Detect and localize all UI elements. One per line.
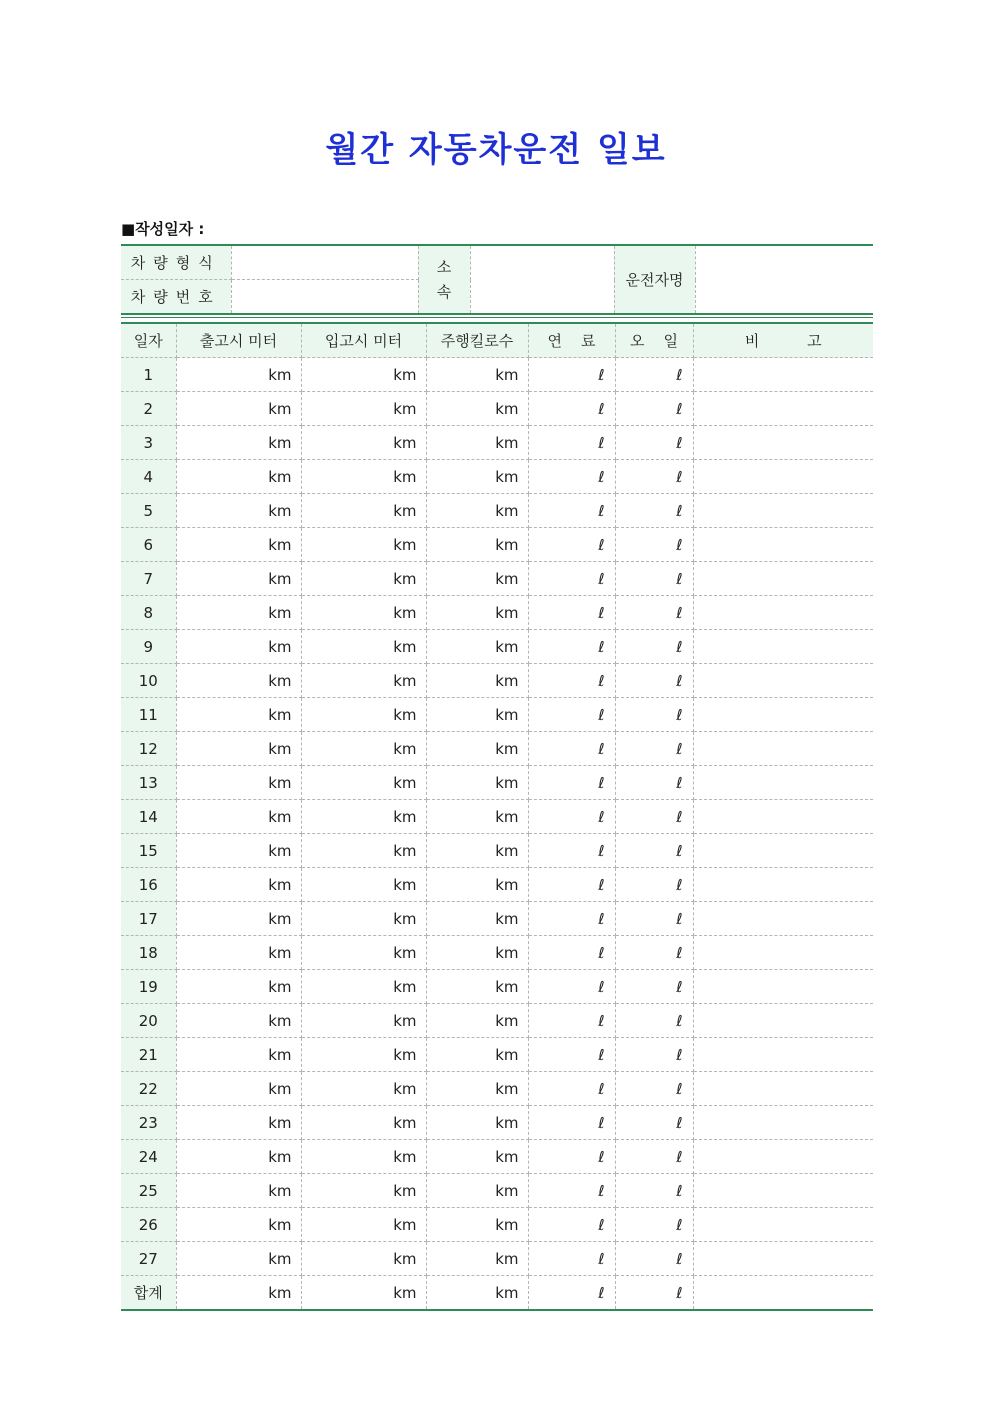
remarks-cell[interactable] [693,868,873,902]
table-row [121,834,873,868]
table-row [121,698,873,732]
return-meter-cell[interactable]: km [301,732,426,766]
table-row [121,562,873,596]
vehicle-info-table [121,244,873,315]
remarks-cell[interactable] [693,1276,873,1311]
table-row [121,936,873,970]
remarks-cell[interactable] [693,426,873,460]
remarks-cell[interactable] [693,902,873,936]
departure-meter-cell[interactable]: km [176,800,301,834]
remarks-cell[interactable] [693,834,873,868]
return-meter-cell[interactable]: km [301,664,426,698]
fuel-cell[interactable]: ℓ [528,630,615,664]
fuel-cell[interactable]: ℓ [528,528,615,562]
day-cell: 16 [121,868,176,902]
fuel-cell[interactable]: ℓ [528,596,615,630]
table-row [121,1140,873,1174]
oil-cell[interactable]: ℓ [615,460,693,494]
table-row [121,766,873,800]
fuel-cell[interactable]: ℓ [528,494,615,528]
table-row [121,1208,873,1242]
distance-cell[interactable]: km [426,1106,528,1140]
oil-cell[interactable]: ℓ [615,1106,693,1140]
table-row [121,1004,873,1038]
distance-cell[interactable]: km [426,1242,528,1276]
day-cell: 19 [121,970,176,1004]
oil-cell[interactable]: ℓ [615,1004,693,1038]
table-row [121,664,873,698]
departure-meter-cell[interactable]: km [176,562,301,596]
fuel-cell[interactable]: ℓ [528,392,615,426]
return-meter-cell[interactable]: km [301,1140,426,1174]
section-divider [121,317,873,318]
oil-cell[interactable]: ℓ [615,1038,693,1072]
return-meter-cell[interactable]: km [301,1242,426,1276]
remarks-cell[interactable] [693,1174,873,1208]
table-row [121,596,873,630]
table-row [121,528,873,562]
table-row [121,1072,873,1106]
departure-meter-cell[interactable]: km [176,630,301,664]
day-cell: 6 [121,528,176,562]
column-header-distance: 주행킬로수 [426,323,528,358]
remarks-cell[interactable] [693,732,873,766]
day-cell: 15 [121,834,176,868]
departure-meter-cell[interactable]: km [176,698,301,732]
day-cell: 11 [121,698,176,732]
vehicle-number-label: 차량번호 [121,280,231,315]
departure-meter-cell[interactable]: km [176,902,301,936]
distance-cell[interactable]: km [426,1208,528,1242]
distance-cell[interactable]: km [426,698,528,732]
day-cell: 10 [121,664,176,698]
distance-cell[interactable]: km [426,426,528,460]
creation-date-label: ■작성일자 : [121,220,205,238]
day-cell: 합계 [121,1276,176,1311]
departure-meter-cell[interactable]: km [176,936,301,970]
return-meter-cell[interactable]: km [301,1004,426,1038]
remarks-cell[interactable] [693,528,873,562]
oil-cell[interactable]: ℓ [615,1242,693,1276]
remarks-cell[interactable] [693,460,873,494]
remarks-cell[interactable] [693,494,873,528]
fuel-cell[interactable]: ℓ [528,1004,615,1038]
distance-cell[interactable]: km [426,596,528,630]
departure-meter-cell[interactable]: km [176,460,301,494]
oil-cell[interactable]: ℓ [615,528,693,562]
day-cell: 14 [121,800,176,834]
oil-cell[interactable]: ℓ [615,358,693,392]
fuel-cell[interactable]: ℓ [528,936,615,970]
vehicle-type-label: 차량형식 [121,245,231,280]
oil-cell[interactable]: ℓ [615,1072,693,1106]
oil-cell[interactable]: ℓ [615,868,693,902]
table-row [121,494,873,528]
affiliation-field[interactable] [470,245,614,314]
daily-log-table [121,322,873,1311]
affiliation-label [418,245,470,314]
return-meter-cell[interactable]: km [301,1174,426,1208]
distance-cell[interactable]: km [426,936,528,970]
oil-cell[interactable]: ℓ [615,902,693,936]
return-meter-cell[interactable]: km [301,426,426,460]
departure-meter-cell[interactable]: km [176,1140,301,1174]
distance-cell[interactable]: km [426,766,528,800]
remarks-cell[interactable] [693,1242,873,1276]
distance-cell[interactable]: km [426,1072,528,1106]
return-meter-cell[interactable]: km [301,358,426,392]
departure-meter-cell[interactable]: km [176,834,301,868]
day-cell: 24 [121,1140,176,1174]
fuel-cell[interactable]: ℓ [528,1140,615,1174]
departure-meter-cell[interactable]: km [176,868,301,902]
oil-cell[interactable]: ℓ [615,562,693,596]
table-row [121,902,873,936]
affiliation-label-line1: 소 [436,257,452,276]
table-row [121,392,873,426]
table-row [121,868,873,902]
distance-cell[interactable]: km [426,460,528,494]
table-row [121,970,873,1004]
column-header-fuel: 연 료 [528,323,615,358]
distance-cell[interactable]: km [426,1004,528,1038]
return-meter-cell[interactable]: km [301,1106,426,1140]
remarks-cell[interactable] [693,766,873,800]
fuel-cell[interactable]: ℓ [528,800,615,834]
fuel-cell[interactable]: ℓ [528,902,615,936]
fuel-cell[interactable]: ℓ [528,562,615,596]
oil-cell[interactable]: ℓ [615,766,693,800]
driver-name-label: 운전자명 [614,245,695,314]
return-meter-cell[interactable]: km [301,902,426,936]
oil-cell[interactable]: ℓ [615,970,693,1004]
column-header-departure-meter: 출고시 미터 [176,323,301,358]
fuel-cell[interactable]: ℓ [528,732,615,766]
oil-cell[interactable]: ℓ [615,698,693,732]
return-meter-cell[interactable]: km [301,596,426,630]
remarks-cell[interactable] [693,392,873,426]
oil-cell[interactable]: ℓ [615,936,693,970]
table-row [121,1106,873,1140]
departure-meter-cell[interactable]: km [176,1072,301,1106]
departure-meter-cell[interactable]: km [176,1038,301,1072]
day-cell: 27 [121,1242,176,1276]
fuel-cell[interactable]: ℓ [528,970,615,1004]
remarks-cell[interactable] [693,970,873,1004]
table-row [121,426,873,460]
fuel-cell[interactable]: ℓ [528,1038,615,1072]
table-row [121,800,873,834]
fuel-cell[interactable]: ℓ [528,834,615,868]
oil-cell[interactable]: ℓ [615,834,693,868]
oil-cell[interactable]: ℓ [615,392,693,426]
remarks-cell[interactable] [693,1140,873,1174]
day-cell: 22 [121,1072,176,1106]
day-cell: 25 [121,1174,176,1208]
remarks-cell[interactable] [693,1208,873,1242]
day-cell: 1 [121,358,176,392]
return-meter-cell[interactable]: km [301,460,426,494]
day-cell: 12 [121,732,176,766]
column-header-oil: 오 일 [615,323,693,358]
departure-meter-cell[interactable]: km [176,766,301,800]
oil-cell[interactable]: ℓ [615,1276,693,1311]
fuel-cell[interactable]: ℓ [528,698,615,732]
day-cell: 13 [121,766,176,800]
fuel-cell[interactable]: ℓ [528,766,615,800]
oil-cell[interactable]: ℓ [615,1174,693,1208]
fuel-cell[interactable]: ℓ [528,1208,615,1242]
column-header-return-meter: 입고시 미터 [301,323,426,358]
table-row [121,1174,873,1208]
return-meter-cell[interactable]: km [301,834,426,868]
distance-cell[interactable]: km [426,834,528,868]
distance-cell[interactable]: km [426,1140,528,1174]
day-cell: 9 [121,630,176,664]
table-header-row [121,323,873,358]
fuel-cell[interactable]: ℓ [528,1174,615,1208]
distance-cell[interactable]: km [426,868,528,902]
return-meter-cell[interactable]: km [301,698,426,732]
table-row [121,732,873,766]
fuel-cell[interactable]: ℓ [528,664,615,698]
remarks-cell[interactable] [693,664,873,698]
table-row [121,1242,873,1276]
page-title: 월간 자동차운전 일보 [325,130,667,170]
column-header-day: 일자 [121,323,176,358]
distance-cell[interactable]: km [426,970,528,1004]
distance-cell[interactable]: km [426,528,528,562]
fuel-cell[interactable]: ℓ [528,868,615,902]
oil-cell[interactable]: ℓ [615,426,693,460]
remarks-cell[interactable] [693,358,873,392]
distance-cell[interactable]: km [426,902,528,936]
fuel-cell[interactable]: ℓ [528,1106,615,1140]
departure-meter-cell[interactable]: km [176,426,301,460]
departure-meter-cell[interactable]: km [176,528,301,562]
distance-cell[interactable]: km [426,358,528,392]
departure-meter-cell[interactable]: km [176,1004,301,1038]
day-cell: 20 [121,1004,176,1038]
distance-cell[interactable]: km [426,1038,528,1072]
distance-cell[interactable]: km [426,562,528,596]
total-row [121,1276,873,1311]
day-cell: 21 [121,1038,176,1072]
fuel-cell[interactable]: ℓ [528,426,615,460]
return-meter-cell[interactable]: km [301,392,426,426]
remarks-cell[interactable] [693,1038,873,1072]
fuel-cell[interactable]: ℓ [528,460,615,494]
remarks-cell[interactable] [693,936,873,970]
distance-cell[interactable]: km [426,1174,528,1208]
table-row [121,1038,873,1072]
return-meter-cell[interactable]: km [301,970,426,1004]
departure-meter-cell[interactable]: km [176,1174,301,1208]
remarks-cell[interactable] [693,562,873,596]
distance-cell[interactable]: km [426,630,528,664]
remarks-cell[interactable] [693,630,873,664]
remarks-cell[interactable] [693,1072,873,1106]
remarks-cell[interactable] [693,1106,873,1140]
oil-cell[interactable]: ℓ [615,732,693,766]
return-meter-cell[interactable]: km [301,868,426,902]
oil-cell[interactable]: ℓ [615,630,693,664]
day-cell: 8 [121,596,176,630]
table-row [121,358,873,392]
departure-meter-cell[interactable]: km [176,494,301,528]
departure-meter-cell[interactable]: km [176,596,301,630]
oil-cell[interactable]: ℓ [615,596,693,630]
remarks-cell[interactable] [693,596,873,630]
departure-meter-cell[interactable]: km [176,1276,301,1311]
return-meter-cell[interactable]: km [301,766,426,800]
oil-cell[interactable]: ℓ [615,1208,693,1242]
distance-cell[interactable]: km [426,1276,528,1311]
return-meter-cell[interactable]: km [301,1276,426,1311]
table-row [121,460,873,494]
vehicle-type-field[interactable] [231,245,418,280]
distance-cell[interactable]: km [426,392,528,426]
oil-cell[interactable]: ℓ [615,800,693,834]
oil-cell[interactable]: ℓ [615,664,693,698]
return-meter-cell[interactable]: km [301,630,426,664]
day-cell: 17 [121,902,176,936]
departure-meter-cell[interactable]: km [176,358,301,392]
vehicle-number-field[interactable] [231,280,418,315]
day-cell: 2 [121,392,176,426]
day-cell: 5 [121,494,176,528]
remarks-cell[interactable] [693,698,873,732]
return-meter-cell[interactable]: km [301,800,426,834]
departure-meter-cell[interactable]: km [176,1106,301,1140]
distance-cell[interactable]: km [426,664,528,698]
departure-meter-cell[interactable]: km [176,1242,301,1276]
departure-meter-cell[interactable]: km [176,970,301,1004]
day-cell: 26 [121,1208,176,1242]
day-cell: 4 [121,460,176,494]
distance-cell[interactable]: km [426,800,528,834]
remarks-cell[interactable] [693,1004,873,1038]
return-meter-cell[interactable]: km [301,494,426,528]
return-meter-cell[interactable]: km [301,1072,426,1106]
table-row [121,630,873,664]
day-cell: 23 [121,1106,176,1140]
return-meter-cell[interactable]: km [301,936,426,970]
affiliation-label-line2: 속 [436,282,452,301]
departure-meter-cell[interactable]: km [176,392,301,426]
day-cell: 3 [121,426,176,460]
departure-meter-cell[interactable]: km [176,1208,301,1242]
driver-name-field[interactable] [695,245,873,314]
return-meter-cell[interactable]: km [301,1208,426,1242]
oil-cell[interactable]: ℓ [615,494,693,528]
fuel-cell[interactable]: ℓ [528,358,615,392]
day-cell: 7 [121,562,176,596]
departure-meter-cell[interactable]: km [176,732,301,766]
fuel-cell[interactable]: ℓ [528,1072,615,1106]
fuel-cell[interactable]: ℓ [528,1242,615,1276]
return-meter-cell[interactable]: km [301,1038,426,1072]
fuel-cell[interactable]: ℓ [528,1276,615,1311]
return-meter-cell[interactable]: km [301,562,426,596]
distance-cell[interactable]: km [426,732,528,766]
return-meter-cell[interactable]: km [301,528,426,562]
remarks-cell[interactable] [693,800,873,834]
column-header-remarks: 비 고 [693,323,873,358]
day-cell: 18 [121,936,176,970]
distance-cell[interactable]: km [426,494,528,528]
departure-meter-cell[interactable]: km [176,664,301,698]
oil-cell[interactable]: ℓ [615,1140,693,1174]
